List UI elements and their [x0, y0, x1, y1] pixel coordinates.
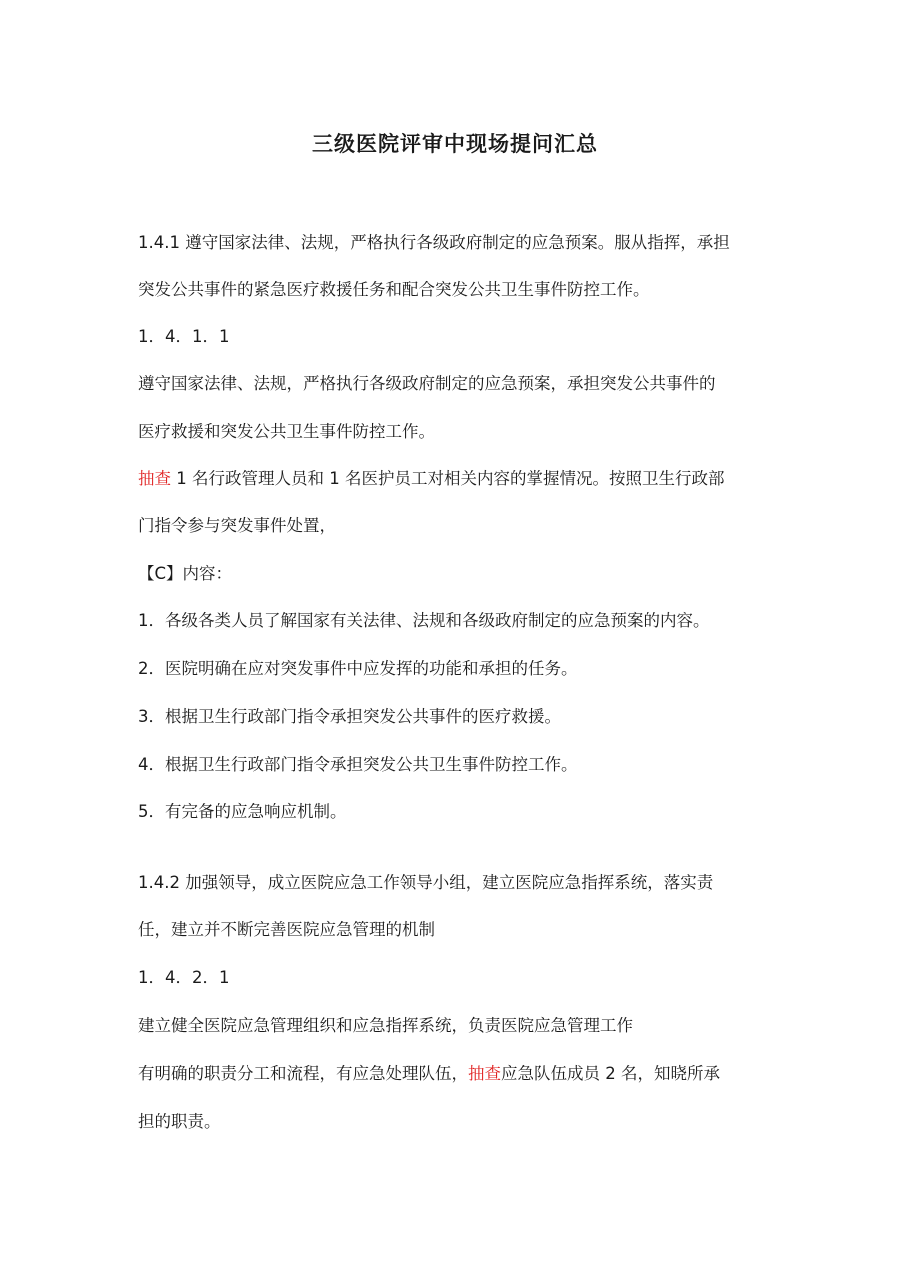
section-2-sub-line-1: 建立健全医院应急管理组织和应急指挥系统，负责医院应急管理工作	[138, 1016, 633, 1035]
section-1-check-line-1	[138, 467, 788, 491]
content-item-3: 3．根据卫生行政部门指令承担突发公共事件的医疗救援。	[138, 707, 561, 726]
content-item-4: 4．根据卫生行政部门指令承担突发公共卫生事件防控工作。	[138, 755, 578, 774]
section-2-sub-line-3: 担的职责。	[138, 1112, 221, 1131]
document-title: 三级医院评审中现场提问汇总	[312, 132, 598, 156]
section-1-sub-number: 1．4．1．1	[138, 327, 230, 346]
section-1-check-line-2: 门指令参与突发事件处置，	[138, 516, 336, 535]
section-2-heading-line-1: 1.4.2 加强领导，成立医院应急工作领导小组，建立医院应急指挥系统，落实责	[138, 873, 714, 892]
section-2-sub-number: 1．4．2．1	[138, 968, 230, 987]
sub-text-pre: 有明确的职责分工和流程，有应急处理队伍，	[138, 1064, 468, 1083]
content-label: 【C】内容：	[138, 564, 233, 583]
check-text: 1 名行政管理人员和 1 名医护员工对相关内容的掌握情况。按照卫生行政部	[171, 469, 725, 488]
section-1-sub-line-2: 医疗救援和突发公共卫生事件防控工作。	[138, 422, 435, 441]
check-highlight: 抽查	[138, 469, 171, 488]
content-item-2: 2．医院明确在应对突发事件中应发挥的功能和承担的任务。	[138, 659, 578, 678]
sub-text-post: 应急队伍成员 2 名，知晓所承	[501, 1064, 720, 1083]
check-highlight: 抽查	[468, 1064, 501, 1083]
content-item-5: 5．有完备的应急响应机制。	[138, 802, 347, 821]
content-item-1: 1．各级各类人员了解国家有关法律、法规和各级政府制定的应急预案的内容。	[138, 611, 710, 630]
section-1-heading-line-2: 突发公共事件的紧急医疗救援任务和配合突发公共卫生事件防控工作。	[138, 280, 650, 299]
section-2-heading-line-2: 任，建立并不断完善医院应急管理的机制	[138, 920, 435, 939]
section-2-sub-line-2	[138, 1062, 788, 1086]
section-1-heading-line-1: 1.4.1 遵守国家法律、法规，严格执行各级政府制定的应急预案。服从指挥，承担	[138, 233, 730, 252]
section-1-sub-line-1: 遵守国家法律、法规，严格执行各级政府制定的应急预案，承担突发公共事件的	[138, 374, 716, 393]
